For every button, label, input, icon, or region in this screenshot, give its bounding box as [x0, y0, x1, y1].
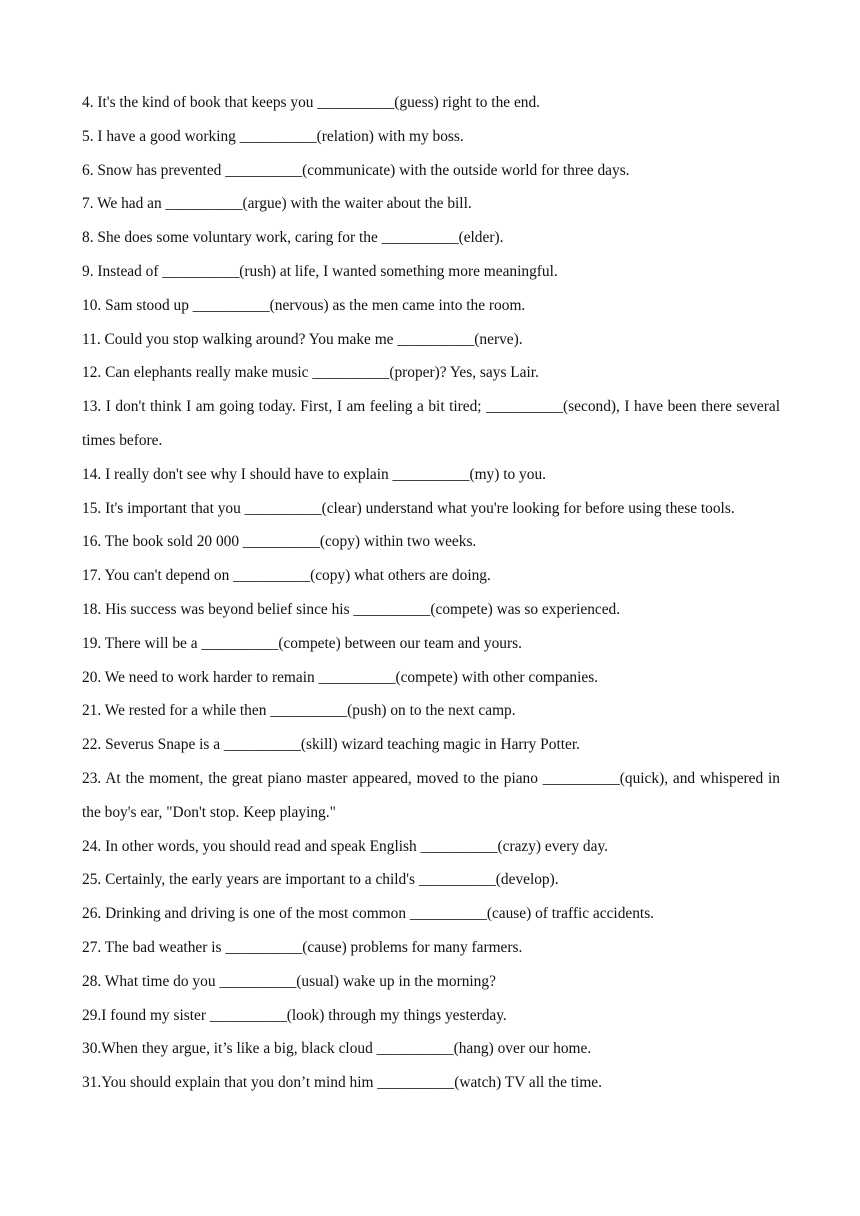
question-27: 27. The bad weather is __________(cause) problems for many farmers. [82, 938, 523, 956]
question-20: 20. We need to work harder to remain __________(compete) with other companies. [82, 668, 599, 686]
question-8: 8. She does some voluntary work, caring for the __________(elder). [82, 229, 504, 247]
question-30: 30.When they argue, it’s like a big, black cloud __________(hang) over our home. [82, 1040, 592, 1058]
question-23: 23. At the moment, the great piano master appeared, moved to the piano __________(quick), and whispered in the boy's ear, "Don't stop. Keep playing." [82, 769, 780, 821]
question-12: 12. Can elephants really make music __________(proper)? Yes, says Lair. [82, 364, 539, 382]
question-21: 21. We rested for a while then __________(push) on to the next camp. [82, 702, 516, 720]
question-25: 25. Certainly, the early years are important to a child's __________(develop). [82, 871, 559, 889]
question-7: 7. We had an __________(argue) with the waiter about the bill. [82, 195, 472, 213]
question-26: 26. Drinking and driving is one of the most common __________(cause) of traffic accidents. [82, 905, 655, 923]
question-15: 15. It's important that you __________(clear) understand what you're looking for before using these tools. [82, 499, 735, 517]
question-29: 29.I found my sister __________(look) through my things yesterday. [82, 1006, 507, 1024]
question-10: 10. Sam stood up __________(nervous) as the men came into the room. [82, 296, 526, 314]
question-28: 28. What time do you __________(usual) wake up in the morning? [82, 972, 496, 990]
question-22: 22. Severus Snape is a __________(skill) wizard teaching magic in Harry Potter. [82, 736, 580, 754]
question-5: 5. I have a good working __________(relation) with my boss. [82, 127, 464, 145]
question-19: 19. There will be a __________(compete) between our team and yours. [82, 634, 522, 652]
exercise-page [82, 86, 780, 1100]
question-11: 11. Could you stop walking around? You make me __________(nerve). [82, 330, 523, 348]
question-13: 13. I don't think I am going today. First, I am feeling a bit tired; __________(second), I have been there several times before. [82, 398, 780, 449]
question-6: 6. Snow has prevented __________(communicate) with the outside world for three days. [82, 161, 630, 179]
question-9: 9. Instead of __________(rush) at life, I wanted something more meaningful. [82, 262, 558, 280]
question-18: 18. His success was beyond belief since his __________(compete) was so experienced. [82, 600, 621, 618]
question-24: 24. In other words, you should read and speak English __________(crazy) every day. [82, 837, 608, 855]
question-16: 16. The book sold 20 000 __________(copy) within two weeks. [82, 533, 477, 551]
question-31: 31.You should explain that you don’t mind him __________(watch) TV all the time. [82, 1074, 602, 1092]
question-17: 17. You can't depend on __________(copy) what others are doing. [82, 567, 491, 585]
question-4: 4. It's the kind of book that keeps you __________(guess) right to the end. [82, 94, 541, 111]
question-14: 14. I really don't see why I should have to explain __________(my) to you. [82, 465, 546, 483]
